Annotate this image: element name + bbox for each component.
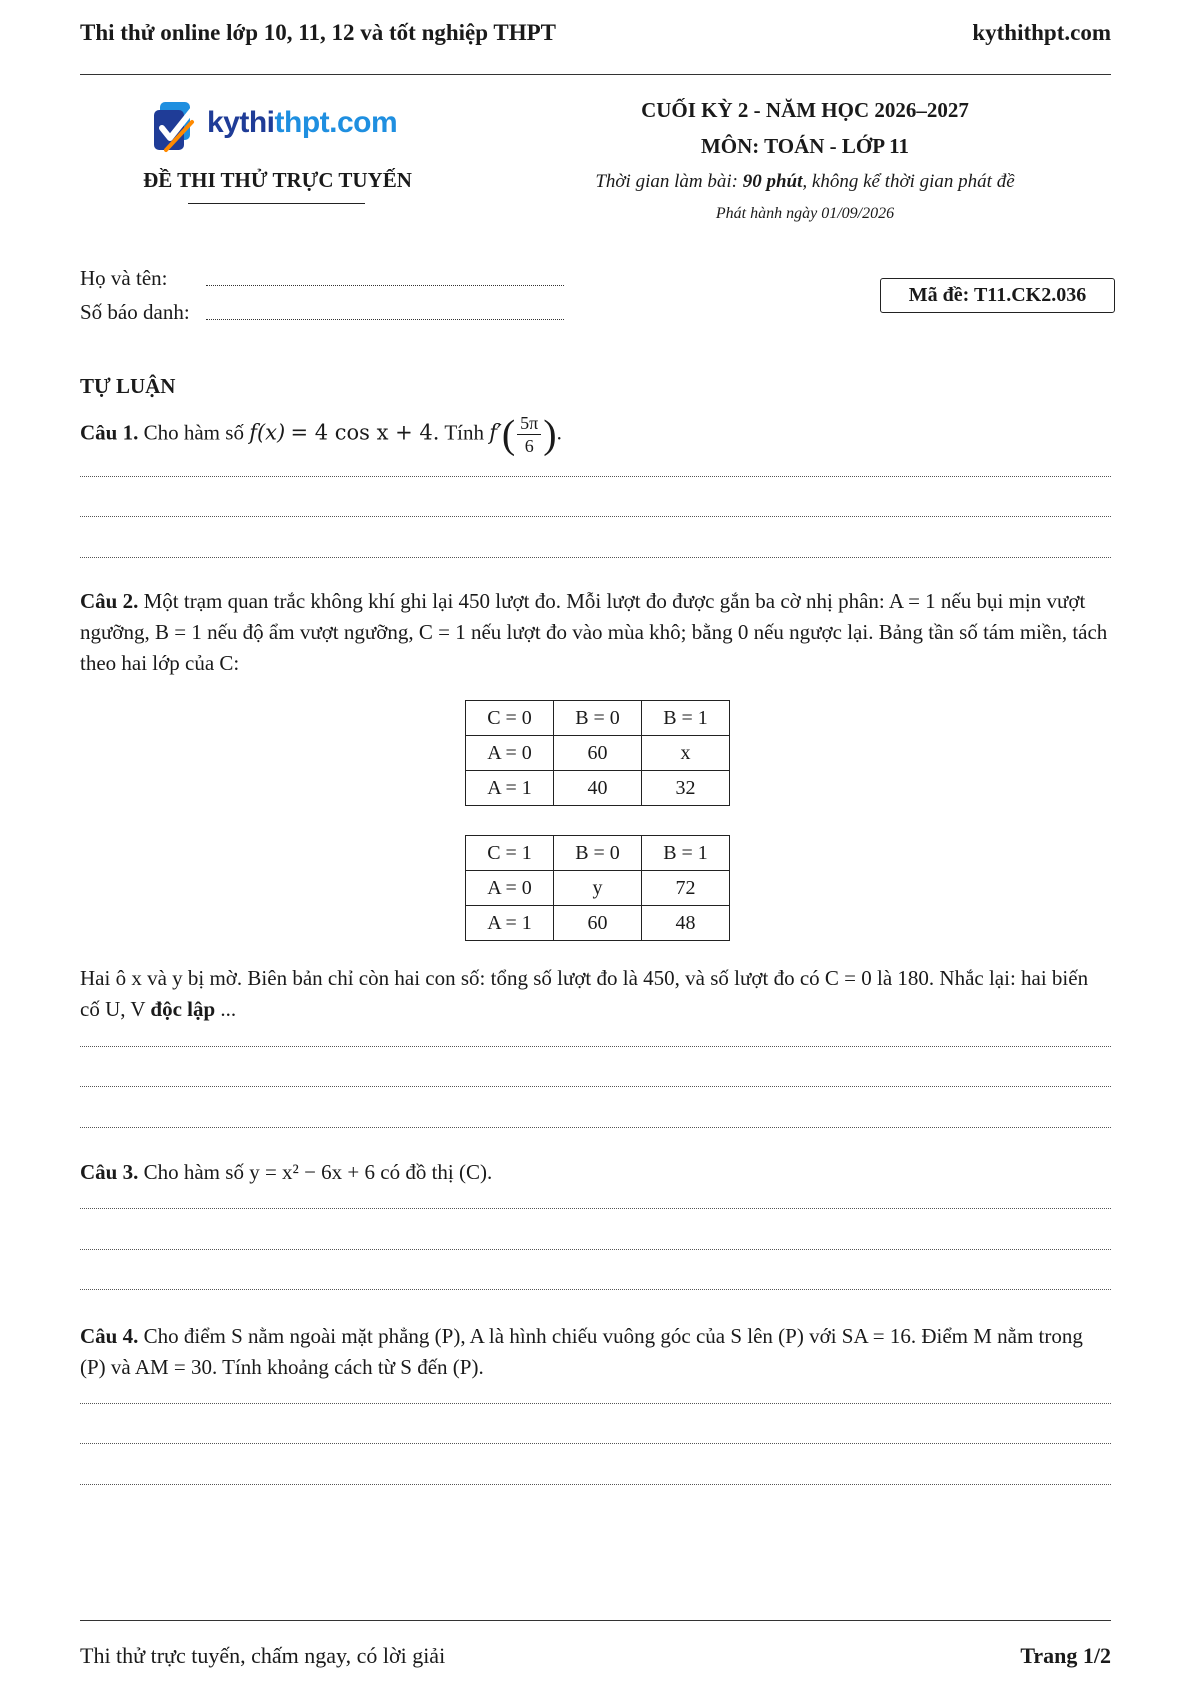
table-cell: B = 0 — [554, 836, 642, 871]
table-cell: A = 0 — [466, 736, 554, 771]
question-2-continued: Hai ô x và y bị mờ. Biên bản chỉ còn hai con số: tổng số lượt đo là 450, và số lượt đo có C = 0 là 180. Nhắc lại: hai biến cố U, V độc lập ... — [80, 966, 1089, 1021]
exam-term: CUỐI KỲ 2 - NĂM HỌC 2026–2027 — [641, 98, 969, 122]
frequency-table-c1 — [465, 835, 730, 941]
fraction: ( $\frac{5\pi}{6}$ ) — [501, 411, 557, 457]
answer-line[interactable] — [80, 1249, 1111, 1250]
student-id-field[interactable] — [206, 319, 564, 320]
table-cell: A = 1 — [466, 906, 554, 941]
answer-line[interactable] — [80, 1046, 1111, 1047]
table-cell: 60 — [554, 906, 642, 941]
footer-divider — [80, 1620, 1111, 1621]
table-cell: A = 0 — [466, 871, 554, 906]
question-1: Câu 1. Cho hàm số f(x) = 4 cos x + 4. Tính f′( $\frac{5\pi}{6}$ ). — [80, 411, 562, 457]
logo-wordmark: kythithpt.com — [207, 106, 398, 139]
table-cell: x — [642, 736, 730, 771]
label-underline — [188, 203, 365, 204]
exam-time: Thời gian làm bài: 90 phút, không kể thời gian phát đề — [595, 171, 1015, 192]
section-title: TỰ LUẬN — [80, 374, 176, 398]
answer-line[interactable] — [80, 1484, 1111, 1485]
answer-line[interactable] — [80, 1443, 1111, 1444]
table-cell: 72 — [642, 871, 730, 906]
exam-subject: MÔN: TOÁN - LỚP 11 — [700, 134, 910, 158]
answer-line[interactable] — [80, 1127, 1111, 1128]
table-cell: 60 — [554, 736, 642, 771]
logo-icon — [152, 100, 202, 156]
answer-line[interactable] — [80, 1208, 1111, 1209]
answer-line[interactable] — [80, 476, 1111, 477]
question-2: Câu 2. Một trạm quan trắc không khí ghi lại 450 lượt đo. Mỗi lượt đo được gắn ba cờ nhị phân: A = 1 nếu bụi mịn vượt ngưỡng, B = 1 nếu độ ẩm vượt ngưỡng, C = 1 nếu lượt đo vào mùa khô; bằng 0 nếu ngược lại. Bảng tần số tám miền, tách theo hai lớp của C: — [80, 589, 1108, 675]
question-4: Câu 4. Cho điểm S nằm ngoài mặt phẳng (P), A là hình chiếu vuông góc của S lên (P) với SA = 16. Điểm M nằm trong (P) và AM = 30. Tính khoảng cách từ S đến (P). — [80, 1324, 1083, 1379]
table-cell: A = 1 — [466, 771, 554, 806]
name-field[interactable] — [206, 285, 564, 286]
header-title: Thi thử online lớp 10, 11, 12 và tốt nghiệp THPT — [80, 20, 556, 45]
site-logo — [152, 100, 412, 156]
footer-slogan: Thi thử trực tuyến, chấm ngay, có lời giải — [80, 1643, 446, 1668]
answer-line[interactable] — [80, 1403, 1111, 1404]
table-cell: y — [554, 871, 642, 906]
answer-line[interactable] — [80, 557, 1111, 558]
table-cell: B = 1 — [642, 836, 730, 871]
header-divider — [80, 74, 1111, 75]
answer-line[interactable] — [80, 1289, 1111, 1290]
answer-line[interactable] — [80, 1086, 1111, 1087]
table-cell: 32 — [642, 771, 730, 806]
table-cell: C = 0 — [466, 701, 554, 736]
table-cell: 40 — [554, 771, 642, 806]
exam-code-box: Mã đề: T11.CK2.036 — [880, 278, 1115, 313]
question-3: Câu 3. Cho hàm số y = x² − 6x + 6 có đồ thị (C). — [80, 1160, 493, 1184]
header-site: kythithpt.com — [972, 20, 1111, 45]
online-exam-label: ĐỀ THI THỬ TRỰC TUYẾN — [143, 168, 412, 192]
table-cell: B = 0 — [554, 701, 642, 736]
exam-date: Phát hành ngày 01/09/2026 — [715, 205, 895, 222]
frequency-table-c0 — [465, 700, 730, 806]
table-cell: C = 1 — [466, 836, 554, 871]
page-number: Trang 1/2 — [1020, 1643, 1111, 1668]
student-id-label: Số báo danh: — [80, 300, 190, 324]
table-cell: B = 1 — [642, 701, 730, 736]
name-label: Họ và tên: — [80, 266, 168, 290]
table-cell: 48 — [642, 906, 730, 941]
answer-line[interactable] — [80, 516, 1111, 517]
